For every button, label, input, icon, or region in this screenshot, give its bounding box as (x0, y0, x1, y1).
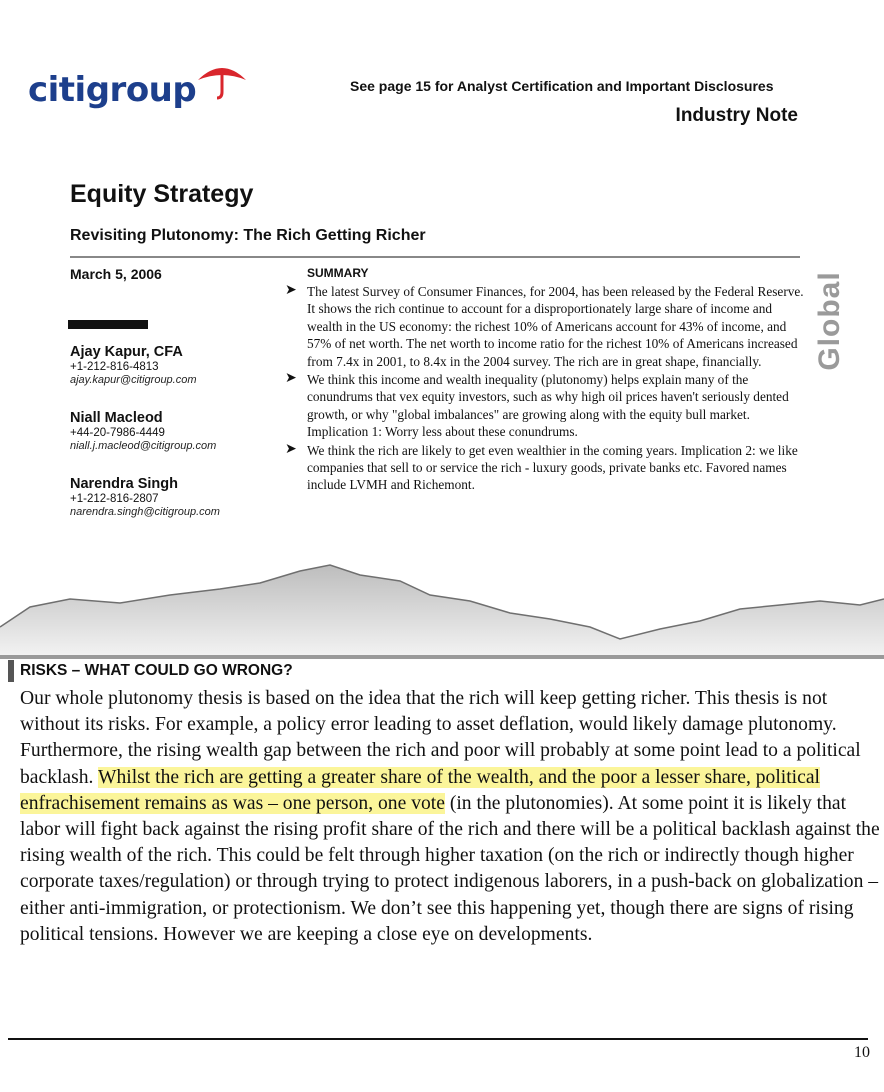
report-title: Equity Strategy (70, 180, 254, 208)
page-number: 10 (854, 1044, 870, 1061)
note-type: Industry Note (675, 105, 798, 126)
section-marker-bar (8, 660, 14, 682)
brand-wordmark: citigroup (28, 70, 197, 110)
risks-paragraph (20, 686, 880, 948)
disclosure-note: See page 15 for Analyst Certification and Important Disclosures (350, 78, 774, 94)
umbrella-icon (194, 62, 250, 102)
summary-bullet (285, 283, 807, 370)
author-phone: +1-212-816-2807 (70, 493, 159, 505)
author-name: Ajay Kapur, CFA (70, 344, 183, 360)
author-phone: +1-212-816-4813 (70, 361, 159, 373)
author-block (70, 410, 216, 452)
highlighted-passage: Whilst the rich are getting a greater share of the wealth, and the poor a lesser share, political enfrachisement remains as was – one person, one vote (20, 766, 820, 814)
summary-bullet-text: We think this income and wealth inequality (plutonomy) helps explain many of the conundrums that vex equity investors, such as why high oil prices haven't seriously dented growth, or why "global imbalances" are growing along with the equity bull market. Implication 1: Worry less about these conundrums. (307, 372, 789, 440)
author-email[interactable]: niall.j.macleod@citigroup.com (70, 440, 217, 452)
author-phone: +44-20-7986-4449 (70, 427, 165, 439)
report-subtitle: Revisiting Plutonomy: The Rich Getting Richer (70, 227, 426, 244)
risks-text-end: (in the plutonomies). At some point it is likely that labor will fight back against the rising profit share of the rich and there will be a political backlash against the rising wealth of the rich. This could be felt through higher taxation (on the rich or indirectly though higher corporate taxes/regulation) or through trying to protect indigenous laborers, in a push-back on globalization – either anti-immigration, or protectionism. We don’t see this happening yet, though there are signs of rising political tensions. However we are keeping a close eye on developments. (20, 792, 880, 945)
author-marker-bar (68, 320, 148, 329)
arrow-bullet-icon: ➤ (285, 441, 297, 457)
summary-bullet-text: The latest Survey of Consumer Finances, for 2004, has been released by the Federal Reserve. It shows the rich continue to account for a disproportionately large share of income and wealth in the US economy: the richest 10% of Americans account for 43% of income, and 57% of net worth. The net worth to income ratio for the richest 10% of Americans increased from 7.4x in 2001, to 8.4x in the 2004 survey. The rich are in great shape, financially. (307, 284, 804, 369)
decorative-chart-banner (0, 555, 884, 659)
summary-bullet (285, 441, 807, 494)
summary-bullet-text: We think the rich are likely to get even wealthier in the coming years. Implication 2: we like companies that sell to or service the rich - luxury goods, private banks etc. Favored names include LVMH and Richemont. (307, 442, 798, 493)
region-text: Global (813, 271, 846, 371)
citigroup-logo (28, 62, 228, 114)
author-email[interactable]: ajay.kapur@citigroup.com (70, 374, 197, 386)
arrow-bullet-icon: ➤ (285, 283, 297, 298)
arrow-bullet-icon: ➤ (285, 371, 297, 387)
risks-heading: RISKS – WHAT COULD GO WRONG? (20, 662, 293, 679)
author-block (70, 476, 220, 518)
header-divider (70, 256, 800, 258)
summary-label: SUMMARY (307, 266, 369, 280)
risks-text-start: Our whole plutonomy thesis is based on the idea that the rich will keep getting richer. This thesis is not without its risks. For example, a policy error leading to asset deflation, would likely damage plutonomy. Furthermore, the rising wealth gap between the rich and poor will probably at some point lead to a political backlash. (20, 688, 861, 788)
region-label (812, 262, 848, 382)
author-name: Narendra Singh (70, 476, 178, 492)
report-date: March 5, 2006 (70, 266, 162, 282)
summary-bullet (285, 371, 807, 441)
summary-section (285, 266, 807, 495)
author-email[interactable]: narendra.singh@citigroup.com (70, 506, 220, 518)
footer-divider (8, 1038, 868, 1040)
author-block (70, 344, 197, 386)
author-name: Niall Macleod (70, 410, 163, 426)
